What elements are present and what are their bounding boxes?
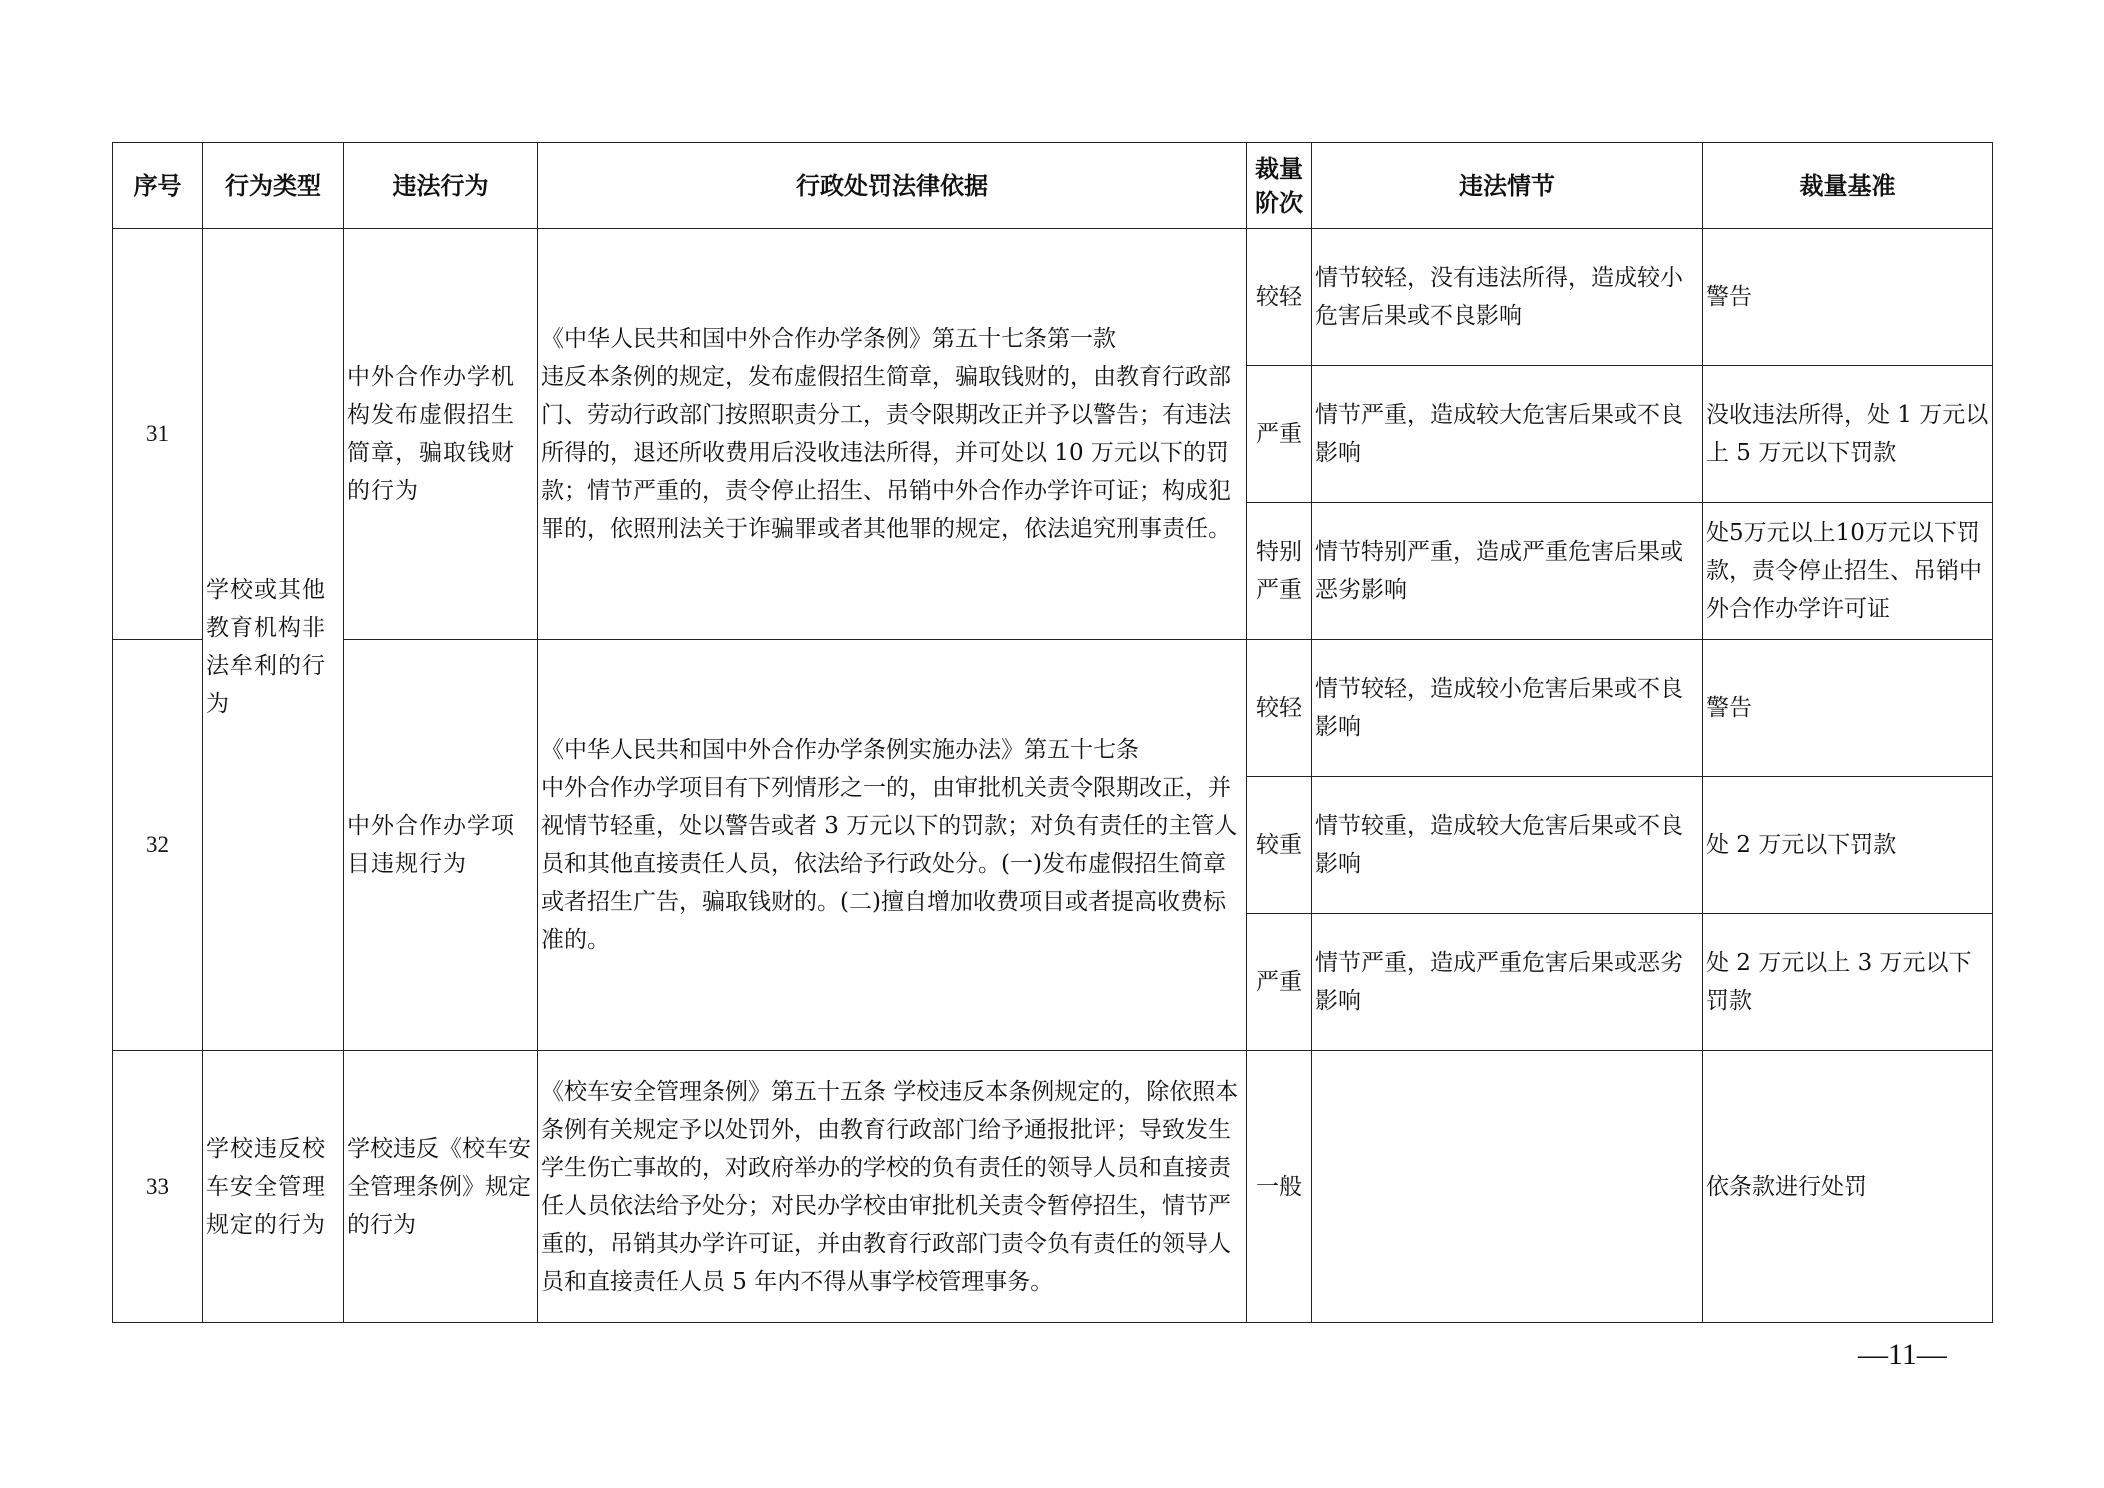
header-level: 裁量阶次 — [1247, 143, 1312, 229]
row-seq: 33 — [113, 1051, 203, 1323]
penalty-table — [112, 142, 1993, 1323]
circumstance-cell: 情节较轻，造成较小危害后果或不良影响 — [1312, 640, 1703, 777]
standard-cell: 处 2 万元以上 3 万元以下罚款 — [1703, 914, 1993, 1051]
table-row — [113, 229, 1993, 366]
circumstance-cell: 情节特别严重，造成严重危害后果或恶劣影响 — [1312, 503, 1703, 640]
circumstance-cell: 情节较重，造成较大危害后果或不良影响 — [1312, 777, 1703, 914]
header-seq: 序号 — [113, 143, 203, 229]
header-behavior: 违法行为 — [344, 143, 538, 229]
circumstance-cell: 情节较轻，没有违法所得，造成较小危害后果或不良影响 — [1312, 229, 1703, 366]
row-legal-basis: 《校车安全管理条例》第五十五条 学校违反本条例规定的，除依照本条例有关规定予以处罚外，由教育行政部门给予通报批评；导致发生学生伤亡事故的，对政府举办的学校的负有责任的领导人员和直接责任人员依法给予处分；对民办学校由审批机关责令暂停招生，情节严重的，吊销其办学许可证，并由教育行政部门责令负有责任的领导人员和直接责任人员 5 年内不得从事学校管理事务。 — [538, 1051, 1247, 1323]
standard-cell: 没收违法所得，处 1 万元以上 5 万元以下罚款 — [1703, 366, 1993, 503]
standard-cell: 处5万元以上10万元以下罚款，责令停止招生、吊销中外合作办学许可证 — [1703, 503, 1993, 640]
level-cell: 较轻 — [1247, 229, 1312, 366]
header-row — [113, 143, 1993, 229]
level-cell: 一般 — [1247, 1051, 1312, 1323]
header-category: 行为类型 — [203, 143, 344, 229]
circumstance-cell: 情节严重，造成严重危害后果或恶劣影响 — [1312, 914, 1703, 1051]
header-circumstance: 违法情节 — [1312, 143, 1703, 229]
level-cell: 较重 — [1247, 777, 1312, 914]
level-cell: 特别严重 — [1247, 503, 1312, 640]
level-cell: 较轻 — [1247, 640, 1312, 777]
row-behavior: 中外合作办学机构发布虚假招生简章，骗取钱财的行为 — [344, 229, 538, 640]
row-seq: 31 — [113, 229, 203, 640]
header-basis: 行政处罚法律依据 — [538, 143, 1247, 229]
row-legal-basis: 《中华人民共和国中外合作办学条例实施办法》第五十七条 中外合作办学项目有下列情形之一的，由审批机关责令限期改正，并视情节轻重，处以警告或者 3 万元以下的罚款；对负有责任的主管人员和其他直接责任人员，依法给予行政处分。(一)发布虚假招生简章或者招生广告，骗取钱财的。(二)擅自增加收费项目或者提高收费标准的。 — [538, 640, 1247, 1051]
standard-cell: 处 2 万元以下罚款 — [1703, 777, 1993, 914]
standard-cell: 依条款进行处罚 — [1703, 1051, 1993, 1323]
category-spacer — [206, 229, 340, 571]
row-behavior: 学校违反《校车安全管理条例》规定的行为 — [344, 1051, 538, 1323]
standard-cell: 警告 — [1703, 229, 1993, 366]
row-category: 学校违反校车安全管理规定的行为 — [203, 1051, 344, 1323]
circumstance-cell: 情节严重，造成较大危害后果或不良影响 — [1312, 366, 1703, 503]
row-seq: 32 — [113, 640, 203, 1051]
header-standard: 裁量基准 — [1703, 143, 1993, 229]
row-behavior: 中外合作办学项目违规行为 — [344, 640, 538, 1051]
page-number: —11— — [1858, 1338, 1947, 1371]
table-row — [113, 640, 1993, 777]
table-row — [113, 1051, 1993, 1323]
category-text: 学校或其他教育机构非法牟利的行为 — [206, 577, 326, 717]
circumstance-cell — [1312, 1051, 1703, 1323]
row-category — [203, 229, 344, 1051]
row-legal-basis: 《中华人民共和国中外合作办学条例》第五十七条第一款 违反本条例的规定，发布虚假招生简章，骗取钱财的，由教育行政部门、劳动行政部门按照职责分工，责令限期改正并予以警告；有违法所得的，退还所收费用后没收违法所得，并可处以 10 万元以下的罚款；情节严重的，责令停止招生、吊销中外合作办学许可证；构成犯罪的，依照刑法关于诈骗罪或者其他罪的规定，依法追究刑事责任。 — [538, 229, 1247, 640]
standard-cell: 警告 — [1703, 640, 1993, 777]
level-cell: 严重 — [1247, 366, 1312, 503]
level-cell: 严重 — [1247, 914, 1312, 1051]
